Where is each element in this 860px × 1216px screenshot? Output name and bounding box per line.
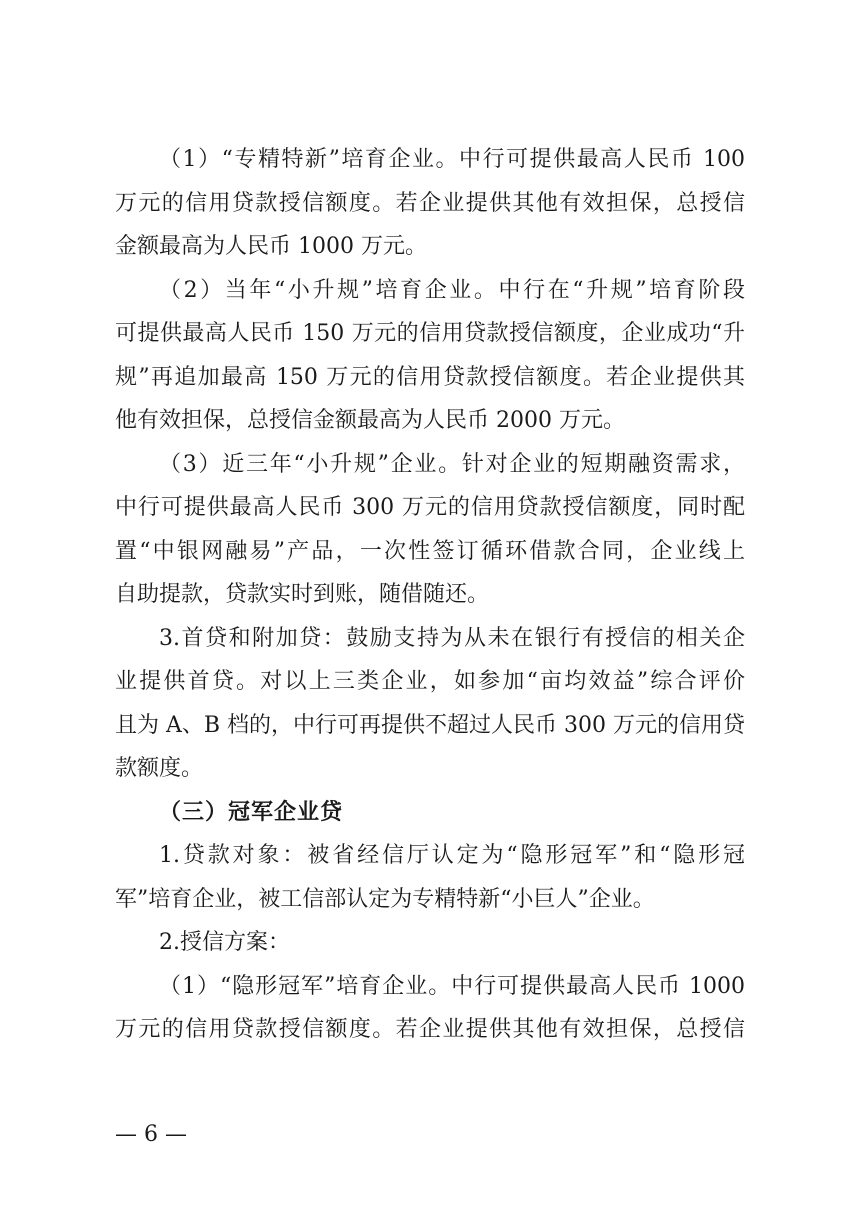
text-line: 3.首贷和附加贷：鼓励支持为从未在银行有授信的相关企 bbox=[159, 625, 745, 651]
document-body bbox=[115, 138, 745, 1052]
text-line: 自助提款，贷款实时到账，随借随还。 bbox=[115, 582, 490, 607]
text-line: 中行可提供最高人民币 300 万元的信用贷款授信额度，同时配 bbox=[115, 495, 745, 520]
text-line: 军”培育企业，被工信部认定为专精特新“小巨人”企业。 bbox=[115, 886, 655, 912]
text-line: 规”再追加最高 150 万元的信用贷款授信额度。若企业提供其 bbox=[115, 364, 745, 390]
text-line: 业提供首贷。对以上三类企业，如参加“亩均效益”综合评价 bbox=[115, 669, 745, 694]
text-line: 他有效担保，总授信金额最高为人民币 2000 万元。 bbox=[115, 408, 625, 433]
page-number: — 6 — bbox=[115, 1122, 187, 1147]
section-heading: （三）冠军企业贷 bbox=[159, 798, 344, 825]
text-line: 万元的信用贷款授信额度。若企业提供其他有效担保，总授信 bbox=[115, 190, 745, 216]
text-line: 且为 A、B 档的，中行可再提供不超过人民币 300 万元的信用贷 bbox=[115, 712, 745, 738]
text-line: （2）当年“小升规”培育企业。中行在“升规”培育阶段 bbox=[159, 277, 745, 303]
text-line: 可提供最高人民币 150 万元的信用贷款授信额度，企业成功“升 bbox=[115, 321, 745, 346]
text-line: 置“中银网融易”产品，一次性签订循环借款合同，企业线上 bbox=[115, 538, 745, 564]
text-line: 万元的信用贷款授信额度。若企业提供其他有效担保，总授信 bbox=[115, 1017, 745, 1042]
text-line: 2.授信方案： bbox=[159, 930, 290, 955]
text-line: （1）“隐形冠军”培育企业。中行可提供最高人民币 1000 bbox=[159, 973, 745, 999]
text-line: （3）近三年“小升规”企业。针对企业的短期融资需求， bbox=[159, 451, 745, 477]
text-line: 金额最高为人民币 1000 万元。 bbox=[115, 234, 427, 259]
text-line: （1）“专精特新”培育企业。中行可提供最高人民币 100 bbox=[159, 147, 745, 172]
text-line: 1.贷款对象：被省经信厅认定为“隐形冠军”和“隐形冠 bbox=[159, 843, 745, 868]
text-line: 款额度。 bbox=[115, 756, 204, 781]
